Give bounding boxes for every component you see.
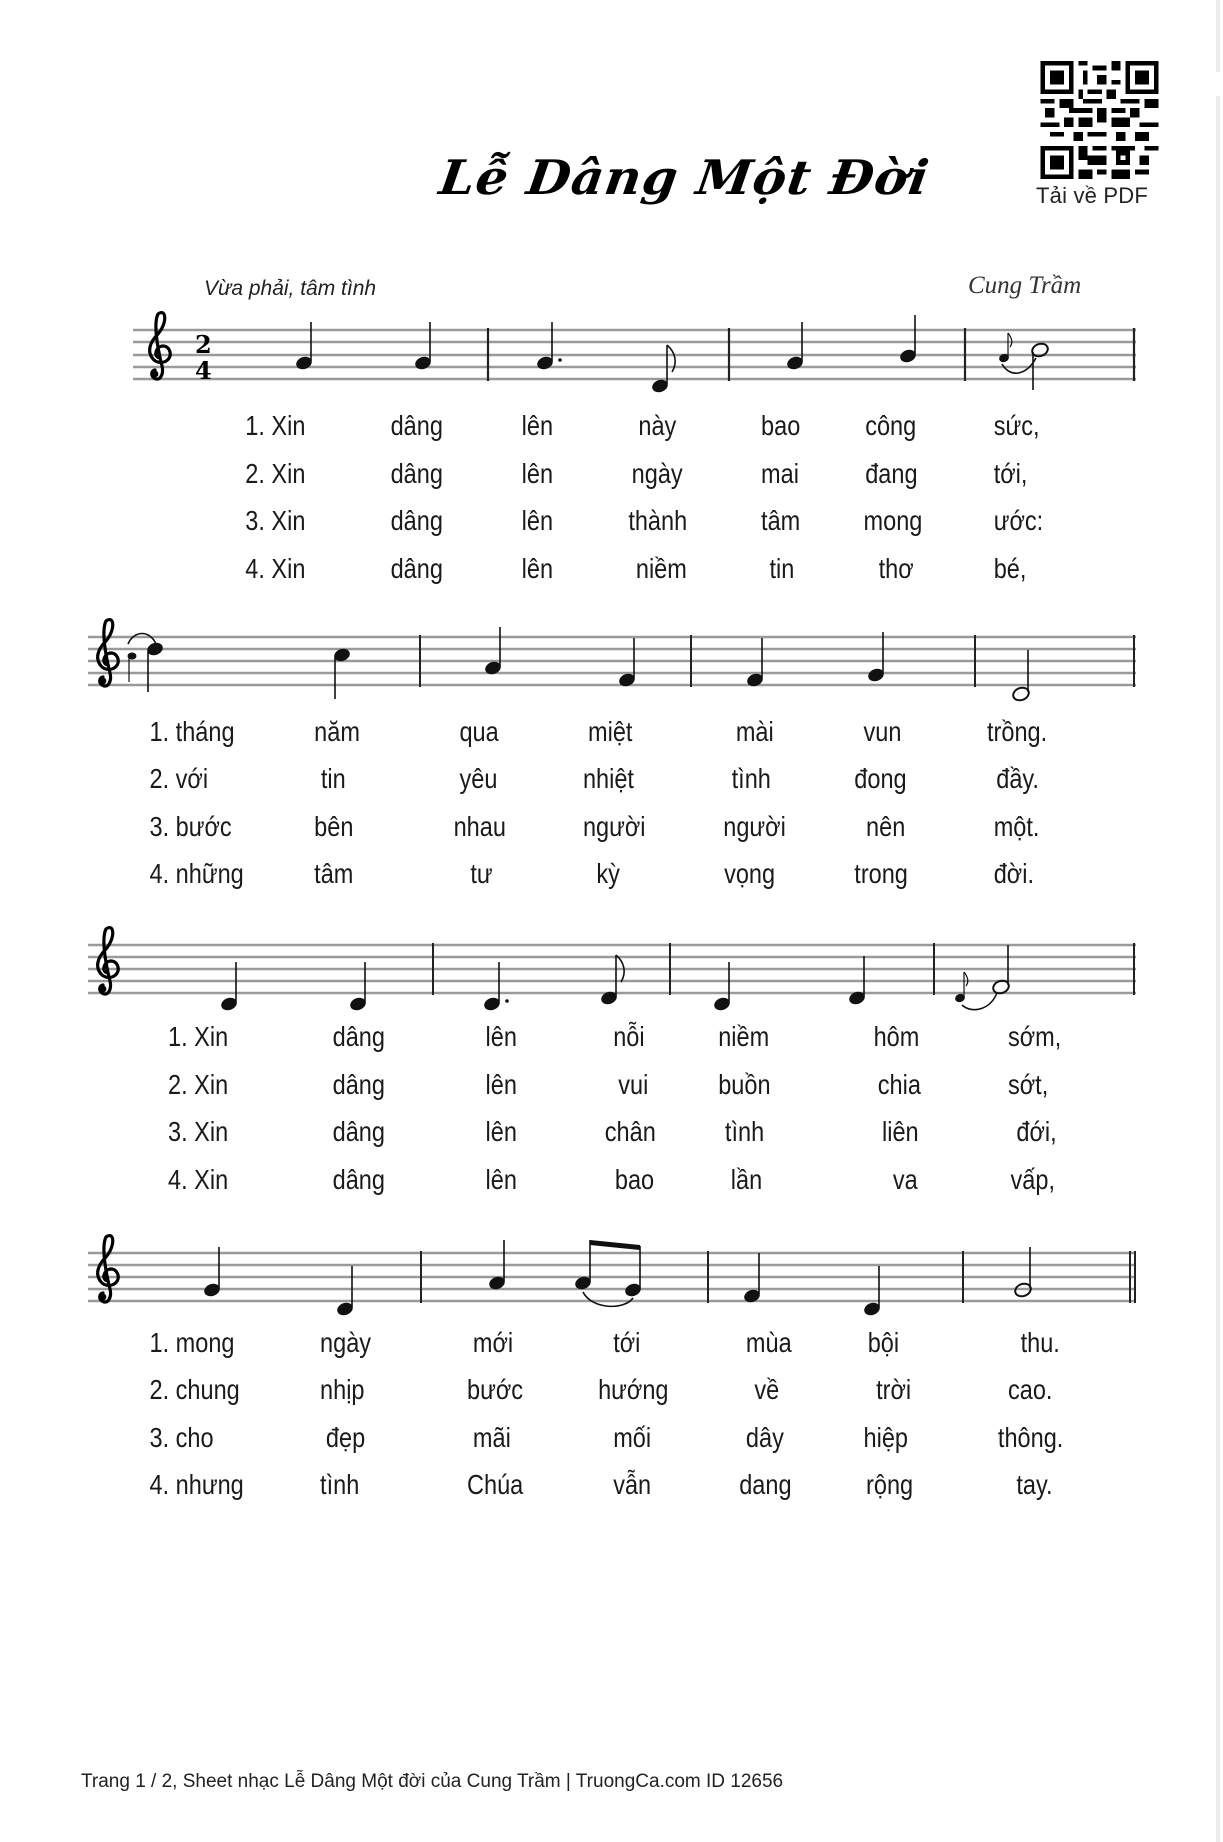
lyric-syllable: tới, (993, 458, 1028, 489)
lyric-syllable: vui (618, 1069, 649, 1100)
lyric-syllable: trồng. (986, 716, 1048, 747)
lyric-syllable: bên (314, 811, 354, 842)
lyric-syllable: hướng (598, 1374, 669, 1405)
lyric-syllable: Chúa (467, 1469, 524, 1500)
staff-system-2 (0, 600, 1223, 910)
tempo-marking: Vừa phải, tâm tình (204, 277, 377, 300)
lyric-syllable: bội (867, 1327, 900, 1358)
lyric-syllable: bao (614, 1164, 655, 1195)
lyric-syllable: niềm (635, 553, 687, 584)
lyric-syllable: công (865, 410, 917, 441)
lyric-syllable: tình (724, 1116, 765, 1147)
lyric-syllable: vấp, (1010, 1164, 1055, 1195)
lyric-syllable: 2. Xin (245, 458, 306, 489)
lyric-syllable: thành (628, 505, 688, 536)
lyric-syllable: đầy. (996, 763, 1039, 794)
lyric-syllable: dây (745, 1422, 784, 1453)
lyric-syllable: mãi (472, 1422, 511, 1453)
lyric-syllable: rộng (866, 1469, 914, 1500)
lyric-syllable: người (723, 811, 786, 842)
lyric-syllable: 2. Xin (168, 1069, 229, 1100)
lyric-syllable: dâng (332, 1021, 385, 1052)
lyric-syllable: 1. tháng (149, 716, 235, 747)
lyric-syllable: thông. (997, 1422, 1064, 1453)
lyric-syllable: 3. Xin (245, 505, 306, 536)
staff-system-4 (0, 1215, 1223, 1525)
treble-clef-icon (98, 928, 119, 994)
lyric-syllable: thơ (878, 553, 914, 584)
lyric-syllable: mối (613, 1422, 652, 1453)
lyric-syllable: miệt (588, 716, 633, 747)
lyric-syllable: tin (320, 763, 346, 794)
treble-clef-icon (98, 620, 119, 686)
lyric-syllable: tâm (314, 858, 354, 889)
lyric-syllable: 1. Xin (168, 1021, 229, 1052)
lyric-syllable: tay. (1016, 1469, 1053, 1500)
page-footer: Trang 1 / 2, Sheet nhạc Lễ Dâng Một đời của Cung Trầm | TruongCa.com ID 12656 (81, 1771, 784, 1792)
lyric-syllable: niềm (718, 1021, 770, 1052)
lyric-syllable: nhịp (320, 1374, 365, 1405)
svg-text:4: 4 (195, 356, 212, 385)
lyric-syllable: 4. những (149, 858, 244, 889)
lyric-syllable: dang (739, 1469, 792, 1500)
lyric-syllable: này (638, 410, 677, 441)
lyric-syllable: lên (485, 1069, 517, 1100)
lyric-syllable: lên (485, 1164, 517, 1195)
lyric-syllable: trong (854, 858, 908, 889)
lyric-syllable: sức, (993, 410, 1040, 441)
lyric-syllable: chia (877, 1069, 921, 1100)
lyric-syllable: bước (467, 1374, 524, 1405)
lyric-syllable: mới (472, 1327, 514, 1358)
lyric-syllable: 4. Xin (168, 1164, 229, 1195)
lyric-syllable: về (754, 1374, 780, 1405)
lyric-syllable: tình (320, 1469, 360, 1500)
lyric-syllable: mùa (745, 1327, 792, 1358)
lyric-syllable: liên (882, 1116, 919, 1147)
lyric-syllable: tới (613, 1327, 641, 1358)
lyric-syllable: nên (866, 811, 906, 842)
lyric-syllable: đẹp (325, 1422, 366, 1453)
lyric-syllable: thu. (1020, 1327, 1060, 1358)
lyric-syllable: vẫn (613, 1469, 652, 1500)
lyric-syllable: bé, (993, 553, 1027, 584)
lyric-syllable: va (892, 1164, 918, 1195)
lyric-syllable: dâng (332, 1116, 385, 1147)
lyric-syllable: hôm (873, 1021, 920, 1052)
lyric-syllable: đong (854, 763, 907, 794)
lyric-syllable: lên (521, 458, 554, 489)
treble-clef-icon (98, 1236, 119, 1302)
lyric-syllable: lên (485, 1021, 517, 1052)
lyric-syllable: vọng (724, 858, 776, 889)
lyric-syllable: đới, (1016, 1116, 1057, 1147)
lyric-syllable: mai (761, 458, 799, 489)
treble-clef-icon (150, 313, 171, 379)
composer-name: Cung Trầm (968, 272, 1082, 299)
lyric-syllable: đời. (993, 858, 1034, 889)
lyric-syllable: tâm (761, 505, 801, 536)
lyric-syllable: 1. Xin (245, 410, 306, 441)
lyric-syllable: dâng (332, 1164, 385, 1195)
lyric-syllable: cao. (1007, 1374, 1053, 1405)
lyric-syllable: dâng (332, 1069, 385, 1100)
lyric-syllable: dâng (390, 458, 443, 489)
lyric-syllable: vun (863, 716, 902, 747)
lyric-syllable: mài (735, 716, 774, 747)
lyric-syllable: ngày (631, 458, 683, 489)
lyric-syllable: kỳ (596, 858, 620, 889)
lyric-syllable: hiệp (863, 1422, 908, 1453)
svg-text:2: 2 (195, 330, 212, 359)
lyric-syllable: bao (761, 410, 801, 441)
lyric-syllable: lên (485, 1116, 517, 1147)
lyric-syllable: nhiệt (582, 763, 634, 794)
lyric-syllable: sớm, (1007, 1021, 1062, 1052)
lyric-syllable: lên (521, 553, 554, 584)
lyric-syllable: ước: (993, 505, 1044, 536)
lyric-syllable: yêu (459, 763, 498, 794)
lyric-syllable: chân (604, 1116, 656, 1147)
lyric-syllable: 1. mong (149, 1327, 235, 1358)
download-pdf-link[interactable]: Tải về PDF (1036, 183, 1149, 208)
lyric-syllable: 3. bước (149, 811, 232, 842)
lyric-syllable: 3. Xin (168, 1116, 229, 1147)
lyric-syllable: lên (521, 505, 554, 536)
lyric-syllable: dâng (390, 410, 443, 441)
lyric-syllable: qua (459, 716, 499, 747)
lyric-syllable: lên (521, 410, 554, 441)
lyric-syllable: 4. Xin (245, 553, 306, 584)
song-title: Lễ Dâng Một Đời (436, 149, 934, 206)
lyric-syllable: lần (730, 1164, 763, 1195)
lyric-syllable: dâng (390, 505, 443, 536)
lyric-syllable: 2. với (149, 763, 209, 794)
lyric-syllable: một. (993, 811, 1040, 842)
lyric-syllable: nhau (453, 811, 506, 842)
lyric-syllable: mong (863, 505, 923, 536)
lyric-syllable: dâng (390, 553, 443, 584)
lyric-syllable: đang (865, 458, 918, 489)
lyric-syllable: 3. cho (149, 1422, 214, 1453)
lyric-syllable: 4. nhưng (149, 1469, 244, 1500)
lyric-syllable: 2. chung (149, 1374, 240, 1405)
lyric-syllable: người (582, 811, 646, 842)
staff-system-1 (0, 0, 1223, 600)
lyric-syllable: tình (731, 763, 771, 794)
lyric-syllable: sớt, (1007, 1069, 1049, 1100)
staff-system-3 (0, 910, 1223, 1215)
lyric-syllable: trời (876, 1374, 912, 1405)
lyric-syllable: tin (769, 553, 795, 584)
lyric-syllable: ngày (320, 1327, 372, 1358)
lyric-syllable: tư (470, 858, 493, 889)
lyric-syllable: buồn (718, 1069, 771, 1100)
lyric-syllable: năm (314, 716, 360, 747)
lyric-syllable: nỗi (613, 1021, 645, 1052)
